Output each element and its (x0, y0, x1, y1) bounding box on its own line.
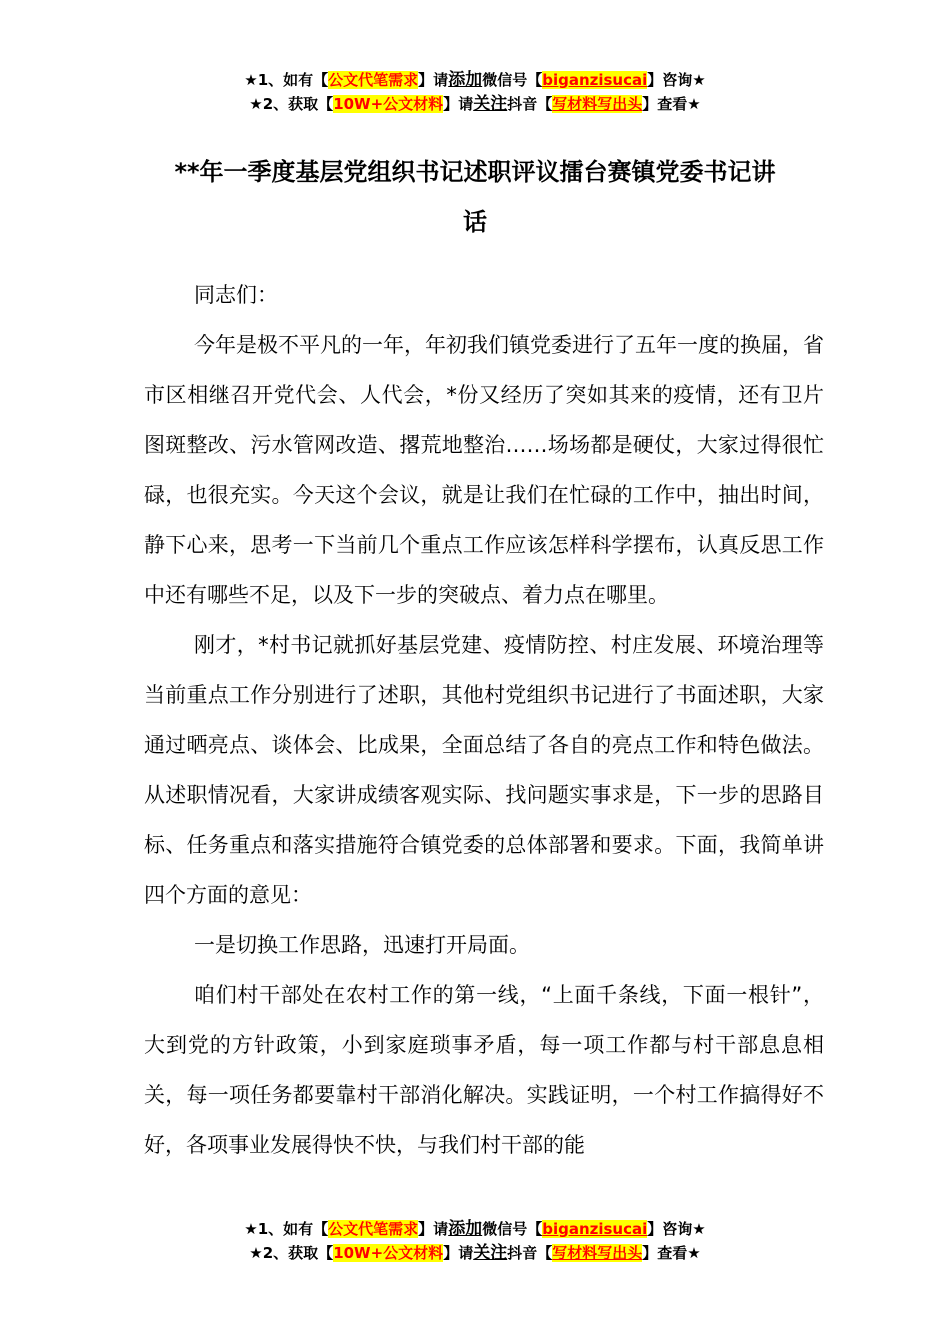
banner-text: 】请 (418, 71, 449, 89)
paragraph: 刚才，*村书记就抓好基层党建、疫情防控、村庄发展、环境治理等当前重点工作分别进行了述职，其他村党组织书记进行了书面述职，大家通过晒亮点、谈体会、比成果，全面总结了各自的亮点工作和特色做法。从述职情况看，大家讲成绩客观实际、找问题实事求是，下一步的思路目标、任务重点和落实措施符合镇党委的总体部署和要求。下面，我简单讲四个方面的意见： (144, 633, 824, 907)
banner-line-2 (0, 1241, 950, 1265)
document-title (140, 147, 810, 247)
banner-text: 】查看★ (642, 1244, 701, 1262)
banner-text: 抖音【 (507, 95, 553, 113)
douyin-account-link[interactable]: 写材料写出头 (552, 95, 643, 113)
banner-text: 微信号【 (482, 71, 543, 89)
paragraph: 今年是极不平凡的一年，年初我们镇党委进行了五年一度的换届，省市区相继召开党代会、人代会，*份又经历了突如其来的疫情，还有卫片图斑整改、污水管网改造、撂荒地整治……场场都是硬仗，大家过得很忙碌，也很充实。今天这个会议，就是让我们在忙碌的工作中，抽出时间，静下心来，思考一下当前几个重点工作应该怎样科学摆布，认真反思工作中还有哪些不足，以及下一步的突破点、着力点在哪里。 (144, 333, 824, 607)
document-body (144, 270, 824, 1170)
wechat-id-link[interactable]: biganzisucai (542, 71, 648, 89)
underlined-add: 添加 (448, 1219, 483, 1239)
highlight-service: 公文代笔需求 (328, 1220, 419, 1238)
banner-text: ★2、获取【 (249, 95, 334, 113)
banner-text: 】请 (443, 95, 474, 113)
paragraph: 咱们村干部处在农村工作的第一线，“上面千条线，下面一根针”，大到党的方针政策，小到家庭琐事矛盾，每一项工作都与村干部息息相关，每一项任务都要靠村干部消化解决。实践证明，一个村工作搞得好不好，各项事业发展得快不快，与我们村干部的能 (144, 983, 824, 1157)
banner-text: ★1、如有【 (244, 71, 329, 89)
banner-text: ★1、如有【 (244, 1220, 329, 1238)
highlight-materials: 10W+公文材料 (333, 95, 444, 113)
highlight-service: 公文代笔需求 (328, 71, 419, 89)
underlined-follow: 关注 (473, 1243, 508, 1263)
salutation: 同志们： (194, 283, 278, 307)
underlined-add: 添加 (448, 70, 483, 90)
banner-text: 】咨询★ (647, 1220, 706, 1238)
banner-line-1 (0, 1217, 950, 1241)
banner-line-2 (0, 92, 950, 116)
banner-text: 】咨询★ (647, 71, 706, 89)
header-banner (0, 68, 950, 116)
banner-line-1 (0, 68, 950, 92)
wechat-id-link[interactable]: biganzisucai (542, 1220, 648, 1238)
douyin-account-link[interactable]: 写材料写出头 (552, 1244, 643, 1262)
banner-text: 微信号【 (482, 1220, 543, 1238)
banner-text: ★2、获取【 (249, 1244, 334, 1262)
title-line-1: **年一季度基层党组织书记述职评议擂台赛镇党委书记讲 (174, 158, 776, 186)
title-line-2: 话 (463, 208, 487, 236)
section-heading: 一是切换工作思路，迅速打开局面。 (194, 933, 530, 957)
highlight-materials: 10W+公文材料 (333, 1244, 444, 1262)
banner-text: 抖音【 (507, 1244, 553, 1262)
banner-text: 】请 (418, 1220, 449, 1238)
footer-banner (0, 1217, 950, 1265)
underlined-follow: 关注 (473, 94, 508, 114)
banner-text: 】请 (443, 1244, 474, 1262)
banner-text: 】查看★ (642, 95, 701, 113)
